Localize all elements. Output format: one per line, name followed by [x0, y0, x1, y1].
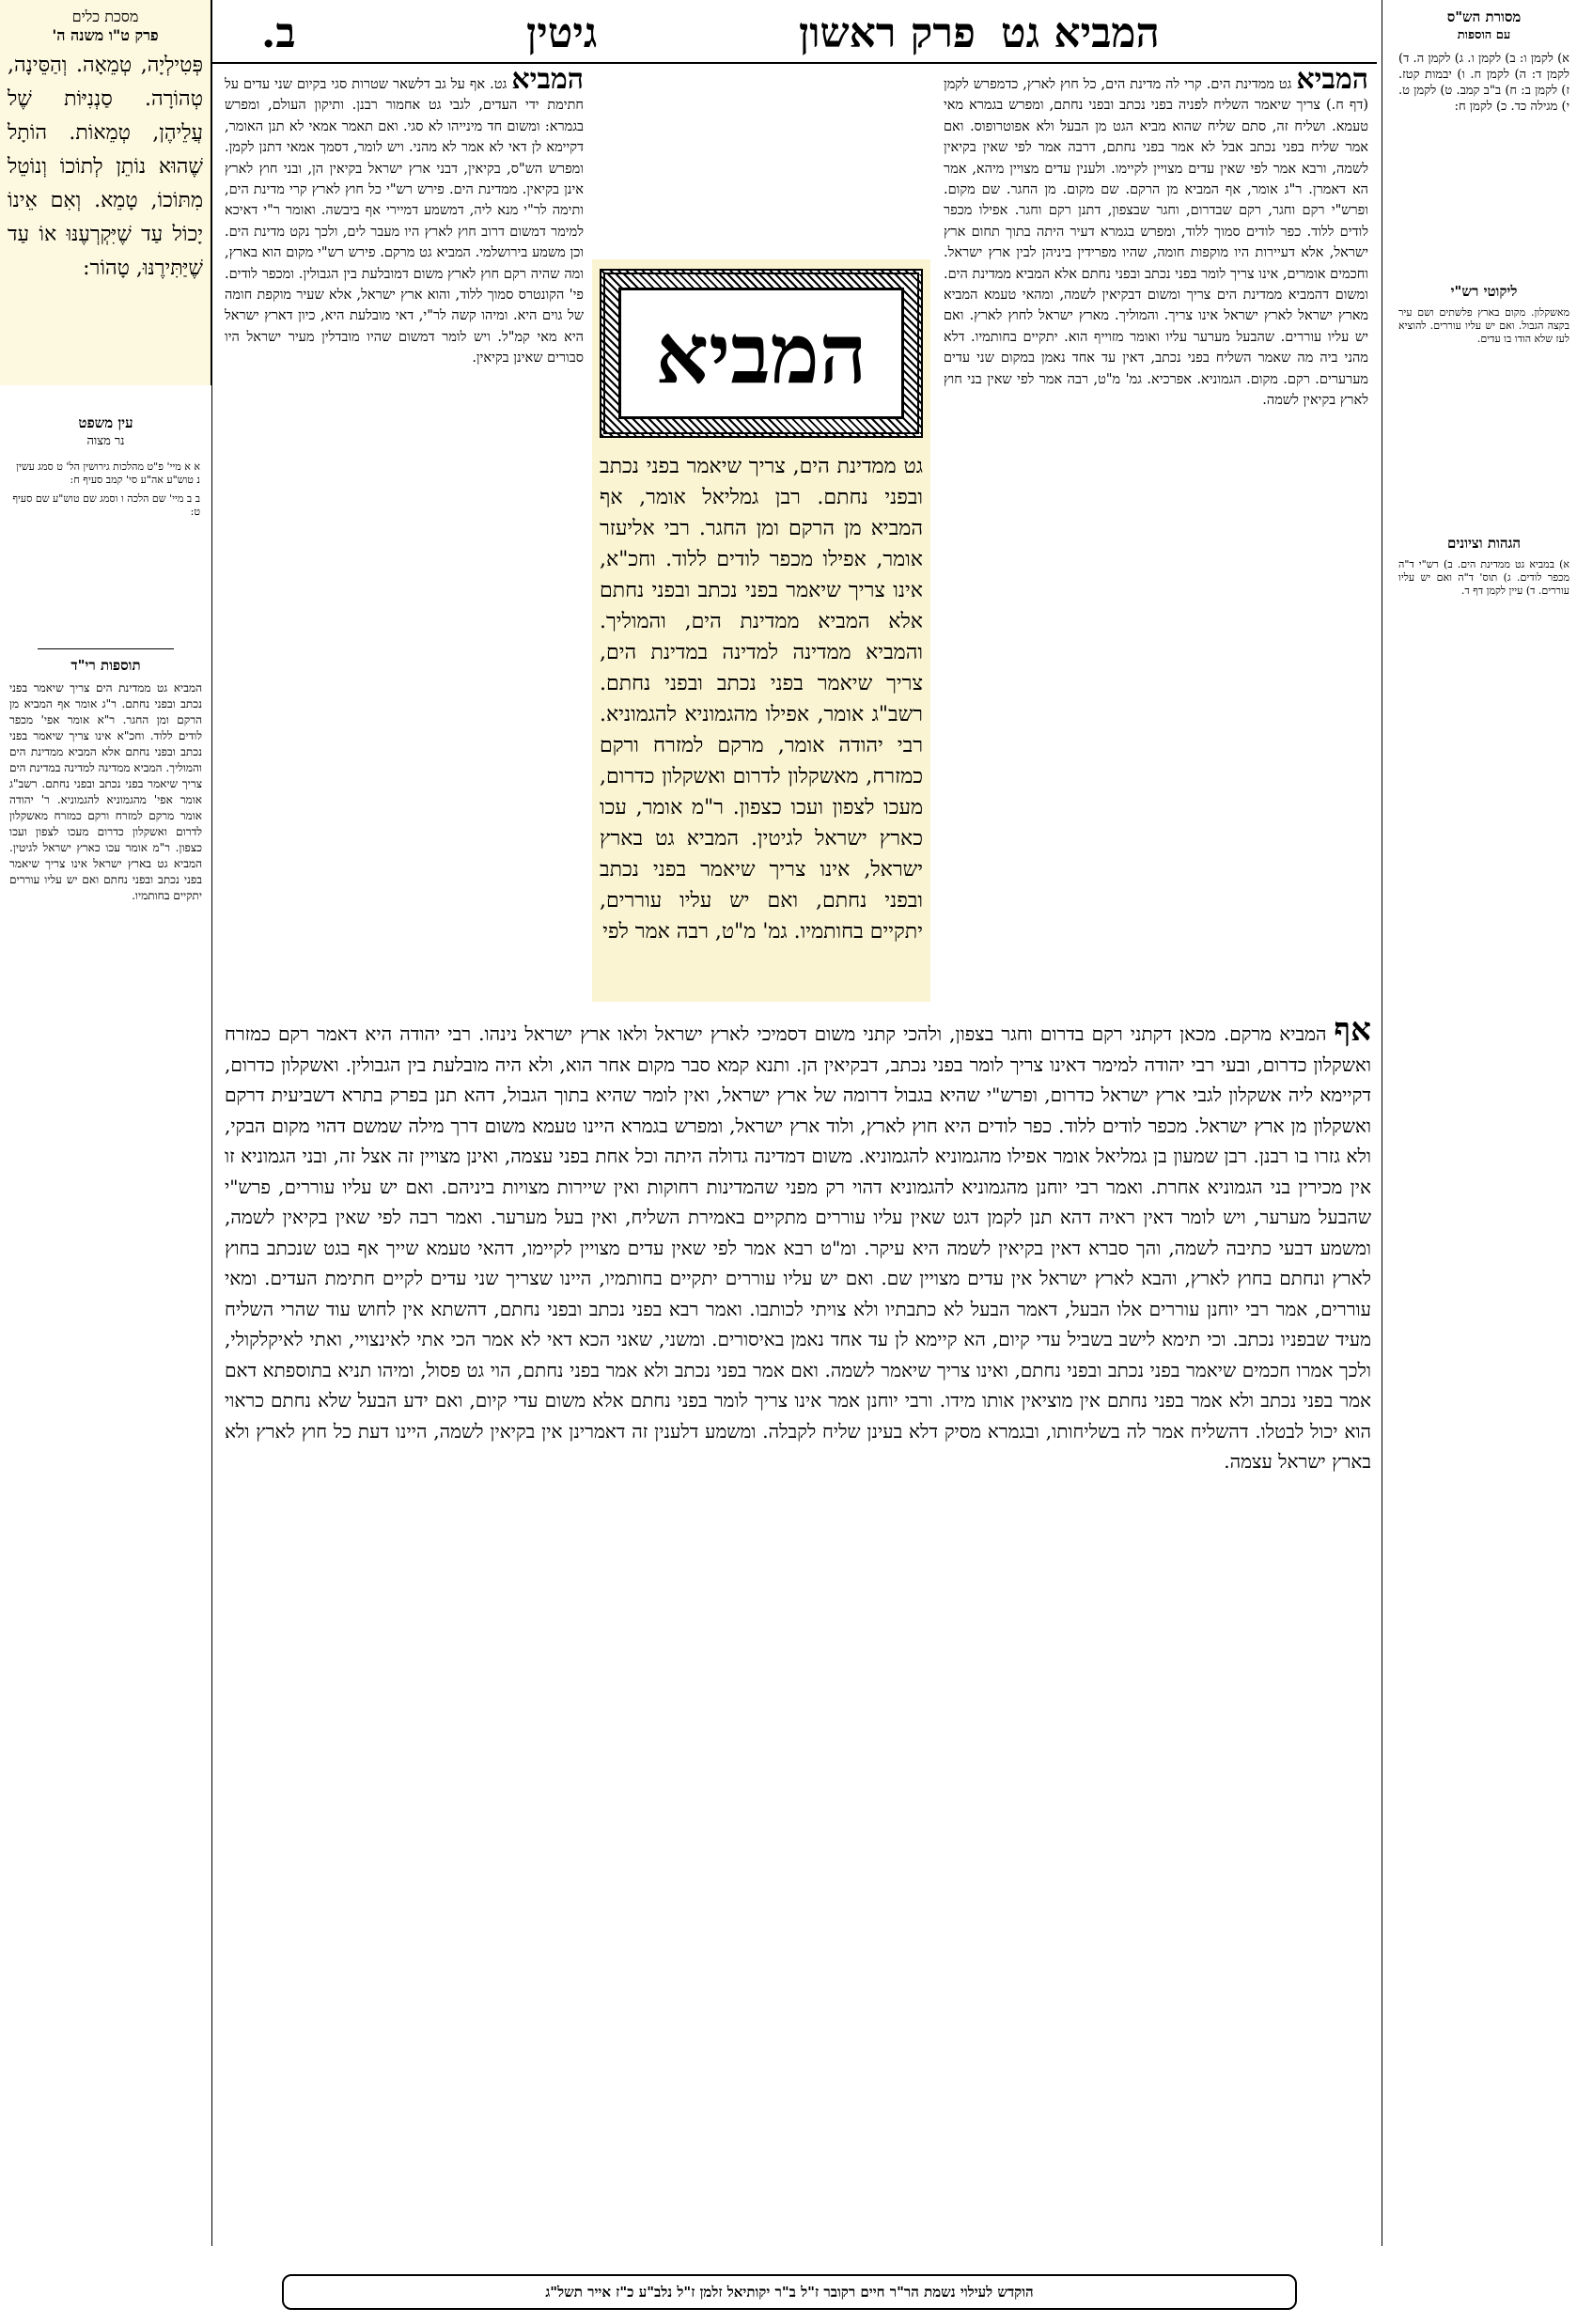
kelim-title: מסכת כלים [71, 8, 139, 25]
gemara-body: המביא מרקם. מכאן דקתני רקם בדרום וחגר בצפון, ולהכי קתני משום דסמיכי לארץ ישראל ולאו ארץ ישראל נינהו. רבי יהודה היא דאמר רקם כמזרח ואשקלון כדרום, ובעי רבי יהודה למימר דאינו צריך לומר בפני נכתב, דבקיאין הן. ותנא קמא סבר מקום אחר הוא, ולא היה מובלעת בין הגבולין. ואשקלון כדרום, דקיימא ליה אשקלון לגבי ארץ ישראל כדרום, ופרש"י שהיא בגבול דרומה של ארץ ישראל, ואין לומר שהיא בתוך הגבול, דהא תנן בפרק בתרא דשביעית דרקם ואשקלון מן ארץ ישראל. מכפר לודים ללוד. כפר לודים היא חוץ לארץ, ולוד ארץ ישראל, ומפרש בגמרא היינו טעמא משום דרך מילה שמשם דהוי מקום הבקי, ולא גזרו בו רבנן. רבן שמעון בן גמליאל אומר אפילו מהגמוניא להגמוניא. משום דמדינה גדולה היתה וכל אחת בפני עצמה, ואינן מצויין זה אצל זה, ובני הגמוניא זו אין מכירין בני הגמוניא אחרת. ואמר רבי יוחנן מהגמוניא להגמוניא דהוי רק מפני שהמדינות רחוקות ואין שיירות מצויות ביניהם. ואם יש עליו עוררים, פרש"י שהבעל מערער, ויש לומר דאין ראיה דהא תנן לקמן דגט שאין עליו עוררים מתקיים באמירת השליח, ואין בעל מערער. ואמר רבה לפי שאין בקיאין לשמה, ומשמע דבעי כתיבה לשמה, והך סברא דאין בקיאין לשמה היא עיקר. ומ"ט רבא אמר לפי שאין עדים מצויין לקיימו, דהאי טעמא שייך אף בגט שנכתב בחוץ לארץ ונחתם בחוץ לארץ, והבא לארץ ישראל אין עדים מצויין שם. ואם יש עליו עוררים יתקיים בחותמיו, היינו שצריך שני עדים לקיים חתימת העדים. ומאי עוררים, אמר רבי יוחנן עוררים אלו הבעל, דאמר הבעל לא כתבתיו ולא צויתי לכותבו. ואמר רבא בפני נכתב ובפני נחתם, דהשתא אין לחוש עוד שהרי השליח מעיד שבפניו נכתב. וכי תימא לישב בשביל עדי קיום, הא קיימא לן עד אחד נאמן באיסורים. ומשני, שאני הכא דאי לא אמר הכי אתי לאינצויי, ואתי לאיקלקולי, ולכך אמרו חכמים שיאמר בפני נכתב ובפני נחתם, ואינו צריך שיאמר לשמה. ואם אמר בפני נכתב ולא אמר בפני נחתם, הוי גט פסול, ומיהו תניא בתוספתא דאם אמר בפני נכתב ולא אמר בפני נחתם אין מוציאין אותו מידו. ורבי יוחנן אמר אינו צריך לומר בפני נחתם אלא משום עדי קיום, ואם ידע הבעל שלא נחתם כראוי הוא יכול לבטלו. דהשליח אמר לה בשליחותו, ובגמרא מסיק דלא בעינן שליח לקבלה. ומשמע דלענין זה דאמרינן אין בקיאין לשמה, היינו דעת כל חוץ לארץ ולא בארץ ישראל עצמה. [225, 1022, 1371, 1473]
tosafot-column [221, 70, 587, 1009]
dedication-footer: הוקדש לעילוי נשמת הר"ר חיים רקובר ז"ל ב"ר יקותיאל זלמן ז"ל נלב"ע כ"ז אייר תשל"ג [282, 2274, 1297, 2310]
tosafot-rid-section [0, 648, 211, 2246]
mesoret-section [1391, 8, 1577, 115]
tosafot-body: גט. אף על גב דלשאר שטרות סגי בקיום שני עדים על חתימת ידי העדים, לגבי גט אחמור רבנן. ותיקון העולם, ומפרש בגמרא: ומשום חד מינייהו לא סגי. ואם תאמר אמאי לא תנן האומר, דקיימא לן דאי לא אמר לא מהני. ויש לומר, דסמך אמאי דתנן לקמן. ומפרש הש"ס, בקיאין, דבני ארץ ישראל בקיאין הן, ובני חוץ לארץ אינן בקיאין. ממדינת הים. פירש רש"י כל חוץ לארץ קרי מדינת הים, ותימה לר"י מנא ליה, דמשמע דמיירי אף ביבשה. ואומר ר"י דאיכא למימר דמשום דרוב חוץ לארץ היו מעבר לים, ולכך נקט מדינת הים. וכן משמע בירושלמי. המביא גט מרקם. פירש רש"י מקום הוא בארץ, ומה שהיה רקם חוץ לארץ משום דמובלעת בין הגבולין. ומכפר לודים. פי' הקונטרס סמוך ללוד, והוא ארץ ישראל, אלא שעיר מוקפת חומה של גוים היא. ומיהו קשה לר"י, דאי מובלעת היא, כיון דארץ ישראל היא מאי קמ"ל. ויש לומר דמשום שהיו מובדלין מעיר ישראל היו סבורים שאינן בקיאין. [225, 77, 584, 367]
chapter-name: המביא גט [1001, 9, 1160, 57]
mesoret-body: א) לקמן ו: ב) לקמן ו. ג) לקמן ה. ד) לקמן ד: ה) לקמן ח. ו) יבמות קטז. ז) לקמן ב: ח) ב"ב קמב. ט) לקמן ט. י) מגילה כד. כ) לקמן ח: [1398, 52, 1569, 114]
hagahot-title: הגהות וציונים [1446, 535, 1522, 552]
gemara-bottom [221, 1015, 1375, 2237]
ein-mishpat-subtitle: נר מצוה [86, 434, 125, 448]
tosafot-rid-body: המביא גט ממדינת הים צריך שיאמר בפני נכתב ובפני נחתם. ר"ג אומר אף המביא מן הרקם ומן החגר. ר"א אומר אפי' מכפר לודים ללוד. וחכ"א אינו צריך שיאמר בפני נכתב ובפני נחתם אלא המביא ממדינת הים והמוליך. המביא ממדינה למדינה במדינת הים צריך שיאמר בפני נכתב ובפני נחתם. רשב"ג אומר אפי' מהגמוניא להגמוניא. ר' יהודה אומר מרקם למזרח ורקם כמזרח מאשקלון לדרום ואשקלון כדרום מעכו לצפון ועכו כצפון. ר"מ אומר עכו כארץ ישראל לגיטין. המביא גט בארץ ישראל אינו צריך שיאמר בפני נכתב ובפני נחתם ואם יש עליו עוררים יתקיים בחותמיו. [9, 681, 202, 902]
tosafot-text [225, 70, 584, 1000]
ornament-title: המביא [618, 288, 904, 419]
mesoret-subtitle: עם הוספות [1457, 28, 1511, 42]
mishna-panel [592, 259, 930, 1002]
divider [38, 648, 174, 649]
ornament-frame [600, 269, 923, 438]
header-rule [211, 62, 1377, 64]
ein-mishpat-entry: ב ב מיי' שם הלכה ו וסמג שם טוש"ע שם סעיף ט: [12, 492, 200, 518]
hagahot-section [1391, 534, 1577, 598]
hagahot-body: א) במביא גט ממדינת הים. ב) רש"י ד"ה מכפר לודים. ג) תוס' ד"ה ואם יש עליו עוררים. ד) עיין לקמן דף ד. [1398, 558, 1569, 597]
mishna-text: גט ממדינת הים, צריך שיאמר בפני נכתב ובפני נחתם. רבן גמליאל אומר, אף המביא מן הרקם ומן החגר. רבי אליעזר אומר, אפילו מכפר לודים ללוד. וחכ"א, אינו צריך שיאמר בפני נכתב ובפני נחתם אלא המביא ממדינת הים, והמוליך. והמביא ממדינה למדינה במדינת הים, צריך שיאמר בפני נכתב ובפני נחתם. רשב"ג אומר, אפילו מהגמוניא להגמוניא. רבי יהודה אומר, מרקם למזרח ורקם כמזרח, מאשקלון לדרום ואשקלון כדרום, מעכו לצפון ועכו כצפון. ר"מ אומר, עכו כארץ ישראל לגיטין. המביא גט בארץ ישראל, אינו צריך שיאמר בפני נכתב ובפני נחתם, ואם יש עליו עוררים, יתקיים בחותמיו. גמ' מ"ט, רבה אמר לפי [600, 455, 923, 944]
kelim-box [0, 0, 211, 385]
rashi-text [944, 70, 1368, 1000]
rashi-body: גט ממדינת הים. קרי לה מדינת הים, כל חוץ לארץ, כדמפרש לקמן (דף ח.) צריך שיאמר השליח לפניה בפני נכתב ובפני נחתם, ומפרש בגמרא מאי טעמא. ושליח זה, סתם שליח שהוא מביא הגט מן הבעל ולא אפוטרופוס. ואם אמר שליח בפני נכתב אבל לא אמר בפני נחתם, דרבה אמר לפי שאין בקיאין לשמה, ורבא אמר לפי שאין עדים מצויין לקיימו. ולענין עדים מצויין מיהא, אמר הא דאמרן. ר"ג אומר, אף המביא מן הרקם. שם מקום. מן החגר. שם מקום. ופרש"י רקם וחגר, רקם שבדרום, וחגר שבצפון, דתנן רקם וחגר. אפילו מכפר לודים ללוד. כפר לודים סמוך ללוד, ומפרש בגמרא דעיר היתה בתוך תחום ארץ ישראל, אלא דעיירות היו מוקפות חומה, שהיו מפרידין ביניהן לבין ארץ ישראל. וחכמים אומרים, אינו צריך לומר בפני נכתב ובפני נחתם אלא המביא ממדינת הים. ומשום דהמביא ממדינת הים צריך ומשום דבקיאין לשמה, ומהאי טעמא המביא מארץ ישראל לארץ ישראל אינו צריך. והמוליך. מארץ ישראל לחוץ לארץ. ואם יש עליו עוררים. שהבעל מערער עליו ואומר מזוייף הוא. יתקיים בחותמיו. דלא מהני ביה מה שאמר השליח בפני נכתב, דאין עד אחד נאמן במקום שני עדים מערערים. רקם. מקום. הגמוניא. אפרכיא. גמ' מ"ט, רבה אמר לפי שאין בני חוץ לארץ בקיאין לשמה. [944, 77, 1368, 409]
tosafot-rid-title: תוספות רי"ד [70, 657, 141, 674]
likutei-rashi-title: ליקוטי רש"י [1450, 283, 1518, 300]
page-number: ב. [261, 9, 296, 57]
tosafot-dibur: המביא [511, 70, 584, 96]
kelim-body: פְּטִילְיָה, טְמֵאָה. וְהַסֵּינָה, טְהוֹרָה. סַנְנִיּוֹת שֶׁל עֲלֵיהֶן, טְמֵאוֹת. הוֹתָל שֶׁהוּא נוֹתֵן לְתוֹכוֹ וְנוֹטֵל מִתּוֹכוֹ, טָמֵא. וְאִם אֵינוֹ יָכוֹל עַד שֶׁיִּקְרְעֶנּוּ אוֹ עַד שֶׁיַּתִּירֶנּוּ, טָהוֹר: [8, 54, 203, 280]
ein-mishpat-title: עין משפט [78, 414, 133, 431]
chapter-label: פרק ראשון [799, 9, 976, 57]
gemara-opening: אף [1334, 1015, 1371, 1049]
kelim-subtitle: פרק ט"ו משנה ה' [52, 26, 159, 44]
left-margin-rule [211, 0, 212, 2246]
gemara-text [225, 1015, 1371, 2232]
ein-mishpat-entry: א א מיי' פ"ט מהלכות גירושין הל' ט סמג עשין נ טוש"ע אה"ע סי' קמב סעיף ח: [16, 460, 200, 486]
likutei-rashi-section [1391, 282, 1577, 346]
rashi-dibur: המביא [1296, 70, 1368, 96]
ein-mishpat-section [0, 413, 211, 519]
likutei-rashi-body: מאשקלון. מקום בארץ פלשתים ושם עיר בקצה הגבול. ואם יש עליו עוררים. להוציא לעז שלא הודו בו עדים. [1398, 306, 1569, 345]
mesoret-title: מסורת הש"ס [1446, 8, 1522, 25]
tractate-name: גיטין [526, 9, 598, 57]
rashi-column [940, 70, 1372, 1009]
